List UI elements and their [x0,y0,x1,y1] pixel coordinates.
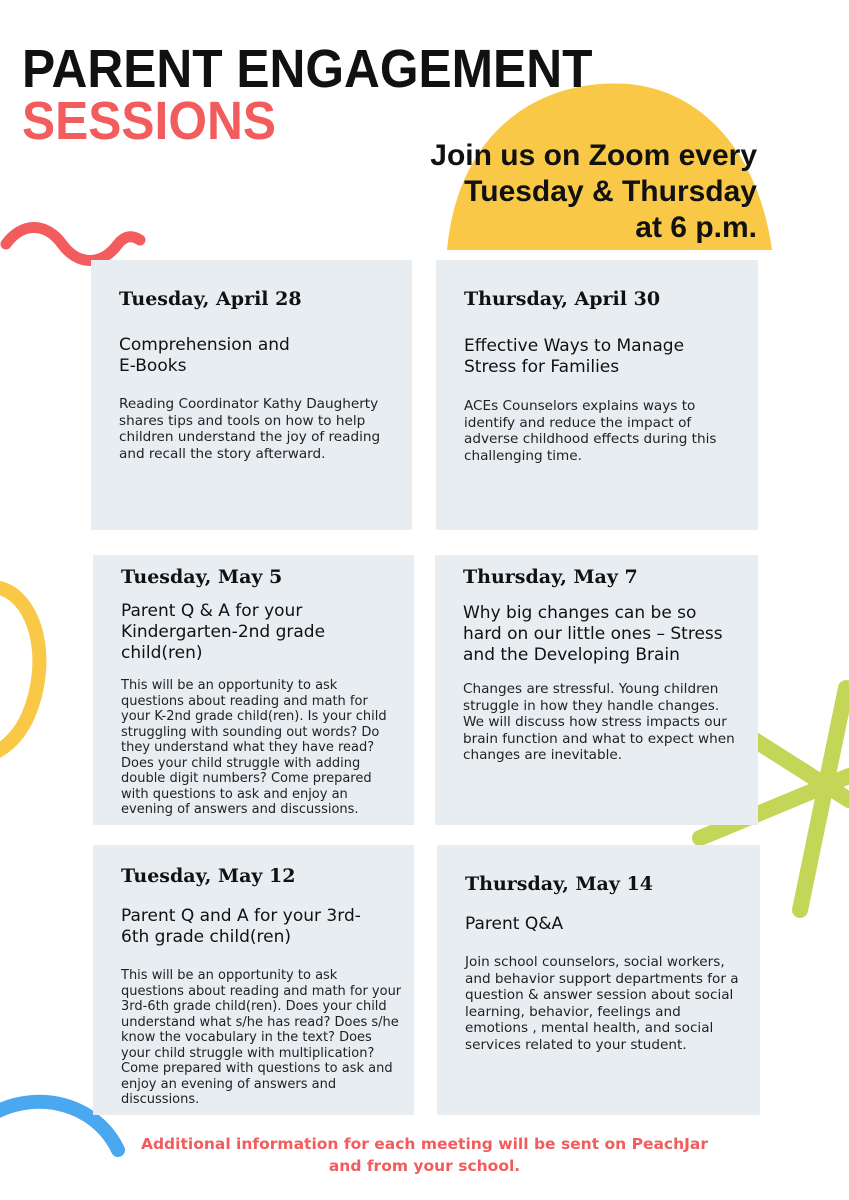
session-card-may-5 [93,555,414,825]
session-topic: Parent Q and A for your 3rd-6th grade child(ren) [121,906,361,947]
session-date: Thursday, May 14 [465,873,653,895]
footer-line-2: and from your school. [328,1157,521,1175]
session-card-apr-30 [436,260,758,530]
zoom-line-2: Tuesday & Thursday [464,175,757,208]
yellow-arc-shape [0,588,39,752]
session-topic: Parent Q&A [465,914,564,934]
session-topic: Effective Ways to Manage Stress for Families [464,336,685,377]
session-date: Tuesday, May 5 [121,566,283,588]
zoom-schedule [430,138,757,246]
session-card-may-7 [435,555,758,825]
page-subtitle: SESSIONS [22,91,277,151]
session-card-may-12 [93,845,414,1115]
page-title: PARENT ENGAGEMENT [22,39,593,99]
session-topic: Parent Q & A for your Kindergarten-2nd grade child(ren) [121,601,326,663]
session-date: Tuesday, April 28 [119,288,302,310]
session-date: Thursday, May 7 [463,566,638,588]
session-description: Changes are stressful. Young children struggle in how they handle changes. We will discuss how stress impacts our brain function and what to expect when changes are inevitable. [463,681,735,763]
session-topic: Comprehension and E-Books [119,335,290,376]
zoom-line-1: Join us on Zoom every [430,139,757,172]
session-card-apr-28 [91,260,412,530]
session-description: This will be an opportunity to ask questions about reading and math for your 3rd-6th grade child(ren). Does your child understand what s/he has read? Does s/he know the vocabulary in the text? Does your child struggle with multiplication? Come prepared with questions to ask and enjoy an evening of answers and discussions. [121,968,402,1107]
coral-squiggle-shape [6,228,140,261]
session-topic: Why big changes can be so hard on our little ones – Stress and the Developing Brain [463,603,723,665]
session-date: Thursday, April 30 [464,288,661,310]
session-description: Reading Coordinator Kathy Daugherty shares tips and tools on how to help children understand the joy of reading and recall the story afterward. [119,396,381,462]
footer-line-1: Additional information for each meeting will be sent on PeachJar [140,1135,709,1153]
zoom-line-3: at 6 p.m. [635,211,757,244]
session-date: Tuesday, May 12 [121,865,296,887]
session-description: This will be an opportunity to ask questions about reading and math for your K-2nd grade child(ren). Is your child struggling with sounding out words? Do they understand what they have read? Does your child struggle with adding double digit numbers? Come prepared with questions to ask and enjoy an evening of answers and discussions. [121,678,387,817]
session-description: Join school counselors, social workers, and behavior support departments for a question & answer session about social learning, behavior, feelings and emotions , mental health, and social services related to your student. [465,954,739,1053]
session-card-may-14 [437,845,760,1115]
footer-note [0,1133,849,1177]
session-description: ACEs Counselors explains ways to identify and reduce the impact of adverse childhood effects during this challenging time. [464,398,717,464]
